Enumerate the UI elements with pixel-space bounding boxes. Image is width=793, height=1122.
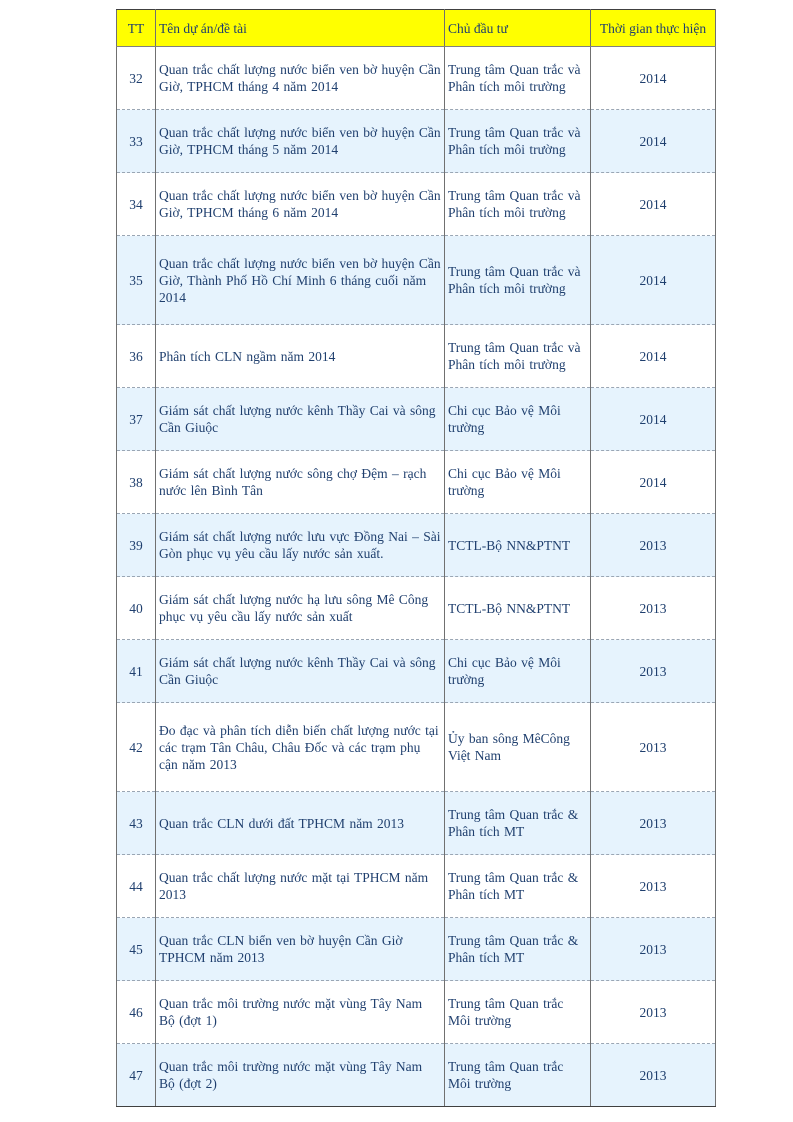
table-row (117, 855, 716, 918)
project-name-cell (156, 792, 445, 855)
project-name-cell (156, 640, 445, 703)
project-name-cell (156, 855, 445, 918)
time-cell-text: 2014 (639, 411, 667, 427)
project-name-cell (156, 1044, 445, 1107)
project-name-cell-text: Quan trắc CLN dưới đất TPHCM năm 2013 (159, 815, 405, 831)
investor-cell-text: Trung tâm Quan trắc và Phân tích môi trường (448, 264, 581, 296)
investor-cell (445, 173, 591, 236)
time-cell (591, 388, 716, 451)
investor-cell-text: Ủy ban sông MêCông Việt Nam (448, 731, 570, 763)
row-number (117, 110, 156, 173)
table-header-row (117, 10, 716, 47)
project-name-cell (156, 577, 445, 640)
header-project-name: Tên dự án/đề tài (156, 10, 445, 47)
investor-cell (445, 514, 591, 577)
table-row (117, 325, 716, 388)
table-row (117, 792, 716, 855)
time-cell-text: 2013 (639, 537, 667, 553)
project-name-cell-text: Quan trắc chất lượng nước biển ven bờ huyện Cần Giờ, TPHCM tháng 4 năm 2014 (159, 62, 441, 94)
header-time: Thời gian thực hiện (591, 10, 716, 47)
row-number-text: 38 (129, 474, 143, 490)
investor-cell-text: Chi cục Bảo vệ Môi trường (448, 466, 561, 498)
time-cell-text: 2013 (639, 878, 667, 894)
time-cell-text: 2014 (639, 196, 667, 212)
table-row (117, 47, 716, 110)
time-cell (591, 325, 716, 388)
time-cell-text: 2014 (639, 348, 667, 364)
time-cell (591, 918, 716, 981)
time-cell (591, 703, 716, 792)
investor-cell (445, 388, 591, 451)
time-cell-text: 2014 (639, 133, 667, 149)
row-number (117, 236, 156, 325)
time-cell (591, 47, 716, 110)
investor-cell (445, 981, 591, 1044)
investor-cell (445, 236, 591, 325)
project-name-cell (156, 173, 445, 236)
row-number-text: 32 (129, 70, 143, 86)
investor-cell (445, 577, 591, 640)
row-number-text: 41 (129, 663, 143, 679)
time-cell (591, 173, 716, 236)
project-name-cell-text: Phân tích CLN ngầm năm 2014 (159, 348, 336, 364)
project-name-cell (156, 325, 445, 388)
investor-cell-text: TCTL-Bộ NN&PTNT (448, 537, 571, 553)
time-cell (591, 110, 716, 173)
header-tt: TT (117, 10, 156, 47)
row-number-text: 42 (129, 739, 143, 755)
project-name-cell-text: Quan trắc chất lượng nước biển ven bờ huyện Cần Giờ, TPHCM tháng 5 năm 2014 (159, 125, 441, 157)
investor-cell-text: Trung tâm Quan trắc & Phân tích MT (448, 933, 579, 965)
table-row (117, 577, 716, 640)
project-name-cell-text: Quan trắc môi trường nước mặt vùng Tây Nam Bộ (đợt 2) (159, 1059, 423, 1091)
row-number (117, 855, 156, 918)
time-cell (591, 855, 716, 918)
project-name-cell-text: Giám sát chất lượng nước kênh Thầy Cai và sông Cần Giuộc (159, 655, 436, 687)
investor-cell (445, 703, 591, 792)
project-name-cell-text: Quan trắc chất lượng nước biển ven bờ huyện Cần Giờ, TPHCM tháng 6 năm 2014 (159, 188, 441, 220)
table-row (117, 388, 716, 451)
time-cell-text: 2013 (639, 1067, 667, 1083)
row-number (117, 792, 156, 855)
time-cell (591, 514, 716, 577)
time-cell (591, 1044, 716, 1107)
investor-cell-text: Chi cục Bảo vệ Môi trường (448, 403, 561, 435)
row-number (117, 1044, 156, 1107)
row-number-text: 47 (129, 1067, 143, 1083)
investor-cell (445, 918, 591, 981)
table-row (117, 981, 716, 1044)
investor-cell-text: Chi cục Bảo vệ Môi trường (448, 655, 561, 687)
time-cell (591, 236, 716, 325)
investor-cell (445, 1044, 591, 1107)
time-cell-text: 2013 (639, 600, 667, 616)
project-name-cell (156, 514, 445, 577)
row-number-text: 40 (129, 600, 143, 616)
row-number-text: 39 (129, 537, 143, 553)
time-cell-text: 2013 (639, 663, 667, 679)
row-number-text: 46 (129, 1004, 143, 1020)
row-number (117, 918, 156, 981)
investor-cell-text: TCTL-Bộ NN&PTNT (448, 600, 571, 616)
time-cell-text: 2013 (639, 1004, 667, 1020)
row-number (117, 577, 156, 640)
project-name-cell-text: Giám sát chất lượng nước kênh Thầy Cai và sông Cần Giuộc (159, 403, 436, 435)
project-name-cell (156, 918, 445, 981)
row-number-text: 43 (129, 815, 143, 831)
project-name-cell (156, 451, 445, 514)
project-name-cell (156, 236, 445, 325)
investor-cell (445, 325, 591, 388)
project-name-cell-text: Giám sát chất lượng nước lưu vực Đồng Nai – Sài Gòn phục vụ yêu cầu lấy nước sản xuất. (159, 529, 441, 561)
project-name-cell-text: Giám sát chất lượng nước sông chợ Đệm – rạch nước lên Bình Tân (159, 466, 427, 498)
time-cell (591, 451, 716, 514)
time-cell-text: 2014 (639, 70, 667, 86)
row-number (117, 640, 156, 703)
project-name-cell (156, 110, 445, 173)
project-name-cell-text: Quan trắc chất lượng nước biển ven bờ huyện Cần Giờ, Thành Phố Hồ Chí Minh 6 tháng cuối năm 2014 (159, 255, 441, 305)
project-name-cell-text: Giám sát chất lượng nước hạ lưu sông Mê Công phục vụ yêu cầu lấy nước sản xuất (159, 592, 429, 624)
time-cell-text: 2014 (639, 272, 667, 288)
investor-cell-text: Trung tâm Quan trắc và Phân tích môi trường (448, 188, 581, 220)
project-name-cell (156, 703, 445, 792)
row-number (117, 325, 156, 388)
project-name-cell-text: Quan trắc môi trường nước mặt vùng Tây Nam Bộ (đợt 1) (159, 996, 423, 1028)
investor-cell (445, 792, 591, 855)
investor-cell (445, 110, 591, 173)
table-body (117, 47, 716, 1107)
row-number (117, 514, 156, 577)
row-number (117, 981, 156, 1044)
time-cell-text: 2013 (639, 739, 667, 755)
investor-cell (445, 47, 591, 110)
project-name-cell (156, 388, 445, 451)
row-number-text: 36 (129, 348, 143, 364)
table-row (117, 236, 716, 325)
project-name-cell-text: Đo đạc và phân tích diễn biến chất lượng nước tại các trạm Tân Châu, Châu Đốc và các trạm phụ cận năm 2013 (159, 722, 439, 772)
row-number-text: 35 (129, 272, 143, 288)
row-number (117, 451, 156, 514)
header-investor: Chủ đầu tư (445, 10, 591, 47)
table-row (117, 703, 716, 792)
investor-cell-text: Trung tâm Quan trắc Môi trường (448, 996, 564, 1028)
time-cell-text: 2013 (639, 815, 667, 831)
project-name-cell (156, 981, 445, 1044)
table-row (117, 1044, 716, 1107)
investor-cell (445, 855, 591, 918)
row-number-text: 44 (129, 878, 143, 894)
project-name-cell-text: Quan trắc CLN biển ven bờ huyện Cần Giờ TPHCM năm 2013 (159, 933, 403, 965)
investor-cell (445, 640, 591, 703)
row-number (117, 703, 156, 792)
row-number-text: 45 (129, 941, 143, 957)
row-number (117, 388, 156, 451)
investor-cell-text: Trung tâm Quan trắc và Phân tích môi trường (448, 125, 581, 157)
table-row (117, 918, 716, 981)
time-cell-text: 2013 (639, 941, 667, 957)
table-row (117, 173, 716, 236)
investor-cell-text: Trung tâm Quan trắc và Phân tích môi trường (448, 340, 581, 372)
investor-cell-text: Trung tâm Quan trắc và Phân tích môi trường (448, 62, 581, 94)
investor-cell-text: Trung tâm Quan trắc & Phân tích MT (448, 807, 579, 839)
project-table (116, 9, 716, 1107)
project-name-cell (156, 47, 445, 110)
table-row (117, 110, 716, 173)
row-number (117, 47, 156, 110)
time-cell-text: 2014 (639, 474, 667, 490)
row-number-text: 37 (129, 411, 143, 427)
investor-cell (445, 451, 591, 514)
row-number-text: 34 (129, 196, 143, 212)
table-row (117, 514, 716, 577)
investor-cell-text: Trung tâm Quan trắc Môi trường (448, 1059, 564, 1091)
time-cell (591, 981, 716, 1044)
time-cell (591, 577, 716, 640)
row-number (117, 173, 156, 236)
investor-cell-text: Trung tâm Quan trắc & Phân tích MT (448, 870, 579, 902)
table-row (117, 451, 716, 514)
project-name-cell-text: Quan trắc chất lượng nước mặt tại TPHCM năm 2013 (159, 870, 429, 902)
row-number-text: 33 (129, 133, 143, 149)
time-cell (591, 792, 716, 855)
time-cell (591, 640, 716, 703)
table-row (117, 640, 716, 703)
